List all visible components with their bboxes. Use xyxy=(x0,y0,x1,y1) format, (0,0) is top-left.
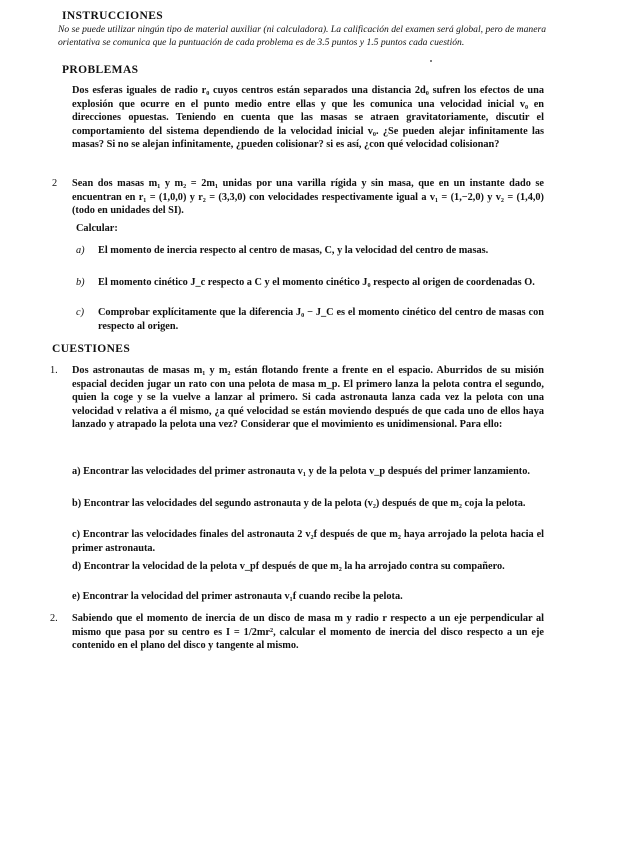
scan-speck xyxy=(430,60,432,62)
problems-title: PROBLEMAS xyxy=(62,64,139,76)
question-1-item-b: b) Encontrar las velocidades del segundo astronauta y de la pelota (v₂) después de que m₂ coja la pelota. xyxy=(72,498,526,509)
question-1-item-c: c) Encontrar las velocidades finales del astronauta 2 v₂f después de que m₂ haya arrojado la pelota hacia el primer astronauta. xyxy=(72,529,544,554)
instructions-title: INSTRUCCIONES xyxy=(62,10,164,22)
question-1-item-e: e) Encontrar la velocidad del primer astronauta v₁f cuando recibe la pelota. xyxy=(72,591,403,602)
problem-2-item-a-text: El momento de inercia respecto al centro de masas, C, y la velocidad del centro de masas. xyxy=(98,245,489,256)
question-1-item-a: a) Encontrar las velocidades del primer astronauta v₁ y de la pelota v_p después del primer lanzamiento. xyxy=(72,466,530,477)
question-2-number: 2. xyxy=(50,613,58,624)
problem-2-item-a-label: a) xyxy=(76,245,85,256)
problem-1-text: Dos esferas iguales de radio r₀ cuyos centros están separados una distancia 2d₀ sufren los efectos de una explosión que ocurre en el punto medio entre ellas y que les comunica una velocidad inicial v₀ en direcciones opuestas. Teniendo en cuenta que las masas se atraen gravitatoriamente, discutir el comportamiento del sistema dependiendo de la velocidad inicial v₀. ¿Se pueden alejar infinitamente las masas? Si no se alejan infinitamente, ¿pueden colisionar? si es así, ¿con qué velocidad colisionan? xyxy=(72,85,544,151)
problem-2-calc-label: Calcular: xyxy=(76,223,118,234)
question-2-text: Sabiendo que el momento de inercia de un disco de masa m y radio r respecto a un eje perpendicular al mismo que pasa por su centro es I = 1/2mr², calcular el momento de inercia del disco respecto a un eje contenido en el plano del disco y tangente al mismo. xyxy=(72,613,544,652)
question-1-item-d: d) Encontrar la velocidad de la pelota v_pf después de que m₂ la ha arrojado contra su compañero. xyxy=(72,561,505,572)
problem-2-number: 2 xyxy=(52,178,58,189)
problem-2-item-b-label: b) xyxy=(76,277,85,288)
problem-2-item-c-text: Comprobar explícitamente que la diferencia J₀ − J_C es el momento cinético del centro de masas con respecto al origen. xyxy=(98,307,544,332)
problem-2-item-c-label: c) xyxy=(76,307,84,318)
problem-2-item-b-text: El momento cinético J_c respecto a C y el momento cinético J₀ respecto al origen de coordenadas O. xyxy=(98,277,535,288)
question-1-text: Dos astronautas de masas m₁ y m₂ están flotando frente a frente en el espacio. Aburridos de su misión espacial deciden jugar un rato con una pelota de masa m_p. El primero lanza la pelota contra el segundo, quien la coge y se la vuelve a lanzar al primero. Si cada astronauta lanza cada vez la pelota con una velocidad v relativa a él mismo, ¿a qué velocidad se están moviendo después de que cada uno de ellos haya lanzado y atrapado la pelota una vez? Considerar que el movimiento es unidimensional. Para ello: xyxy=(72,365,544,431)
questions-title: CUESTIONES xyxy=(52,343,131,355)
instructions-text: No se puede utilizar ningún tipo de material auxiliar (ni calculadora). La calificación del examen será global, pero de manera orientativa se comunica que la puntuación de cada problema es de 3.5 puntos y 1.5 puntos cada cuestión. xyxy=(58,24,546,48)
question-1-number: 1. xyxy=(50,365,58,376)
problem-2-text: Sean dos masas m₁ y m₂ = 2m₁ unidas por una varilla rígida y sin masa, que en un instante dado se encuentran en r₁ = (1,0,0) y r₂ = (3,3,0) con velocidades respectivamente igual a v₁ = (1,−2,0) y v₂ = (1,4,0)(todo en unidades del SI). xyxy=(72,178,544,217)
